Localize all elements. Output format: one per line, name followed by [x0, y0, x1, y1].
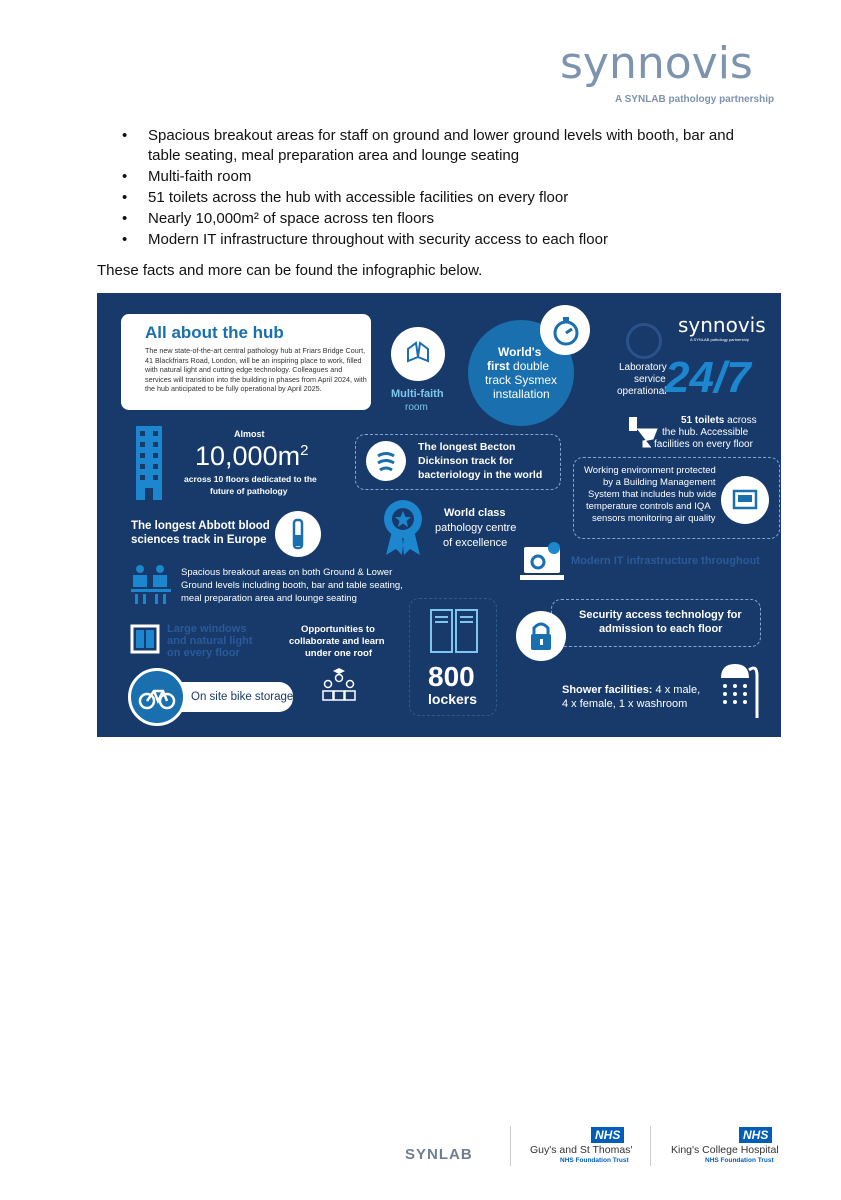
bms-line5: sensors monitoring air quality [592, 513, 716, 524]
security-line2: admission to each floor [599, 623, 723, 635]
lockers-label: lockers [428, 691, 478, 707]
sysmex-first: first [487, 359, 510, 373]
lab-label-3: operational [617, 386, 667, 397]
list-item: • 51 toilets across the hub with accessible facilities on every floor [120, 188, 760, 208]
security-line1: Security access technology for [579, 609, 742, 621]
laptop-gear-icon [520, 541, 566, 585]
infographic-logo-sub: A SYNLAB pathology partnership [690, 337, 749, 342]
bms-line3: System that includes hub wide [588, 489, 717, 500]
test-tube-icon [275, 511, 321, 557]
synnovis-tagline: A SYNLAB pathology partnership [615, 94, 775, 105]
shower-line2: 4 x female, 1 x washroom [562, 698, 688, 710]
windows-line2: and natural light [167, 635, 253, 647]
space-desc-1: across 10 floors dedicated to the [184, 474, 317, 484]
sysmex-line1: World's [498, 345, 542, 359]
sysmex-line2 [487, 359, 549, 373]
lab-label-1: Laboratory [619, 362, 667, 373]
multifaith-sub: room [405, 402, 428, 413]
worldclass-line3: of excellence [443, 537, 508, 549]
windows-line1: Large windows [167, 623, 247, 635]
hub-infographic [97, 293, 781, 737]
shower-male: 4 x male, [655, 684, 701, 696]
window-icon [130, 624, 160, 654]
clock-icon [626, 323, 662, 359]
abbott-line1: The longest Abbott blood [131, 520, 270, 532]
shower-label: Shower facilities: [562, 684, 653, 696]
toilet-icon [629, 415, 657, 447]
space-desc-2: future of pathology [210, 486, 288, 496]
about-body: The new state-of-the-art central pathology hub at Friars Bridge Court, 41 Blackfriars Road, London, will be an inspiring place to work, filled with natural light and cutting edge technology. Colleagues and services will transition into the building in phases from April 2024, with the hub anticipated to be fully operational by April 2025. [145, 346, 367, 394]
it-infra-label: Modern IT infrastructure throughout [571, 555, 760, 567]
stopwatch-icon [540, 305, 590, 355]
becton-line3: bacteriology in the world [418, 469, 543, 481]
footer-divider [650, 1126, 651, 1166]
synnovis-logo: synnovis [560, 38, 753, 89]
lockers-count: 800 [428, 661, 475, 692]
bms-line4: temperature controls and IQA [586, 501, 711, 512]
breakout-seating-icon [131, 564, 173, 604]
praying-hands-icon [391, 327, 445, 381]
shower-icon [717, 660, 761, 718]
multifaith-label: Multi-faith [391, 388, 444, 400]
footer-divider [510, 1126, 511, 1166]
kings-trust-name: King's College Hospital [671, 1144, 779, 1156]
sysmex-double: double [513, 359, 550, 373]
graduates-icon [321, 667, 357, 701]
nhs-logo: NHS [591, 1127, 624, 1143]
breakout-line2: Ground levels including booth, bar and table seating, [181, 580, 403, 591]
about-card [121, 314, 371, 410]
lab-24-7: 24/7 [665, 353, 751, 402]
worldclass-line2: pathology centre [435, 522, 517, 534]
toilets-line1 [681, 415, 757, 426]
feature-bullet-list [120, 126, 760, 251]
building-icon [134, 426, 164, 498]
bms-line2: by a Building Management [603, 477, 716, 488]
guys-trust-sub: NHS Foundation Trust [560, 1157, 629, 1164]
list-item: • Multi-faith room [120, 167, 760, 187]
bacteria-icon [366, 441, 406, 481]
space-superscript: 2 [300, 442, 309, 459]
locker-icon [430, 609, 478, 653]
space-value [195, 441, 308, 472]
abbott-line2: sciences track in Europe [131, 534, 267, 546]
becton-line1: The longest Becton [418, 441, 516, 453]
toilets-line2: the hub. Accessible [662, 427, 749, 438]
bicycle-icon [128, 668, 186, 726]
sysmex-line4: installation [493, 387, 550, 401]
infographic-logo: synnovis [678, 313, 766, 337]
list-item: • Nearly 10,000m² of space across ten floors [120, 209, 760, 229]
sysmex-line3: track Sysmex [485, 373, 558, 387]
padlock-icon [516, 611, 566, 661]
list-item: • Modern IT infrastructure throughout with security access to each floor [120, 230, 760, 250]
breakout-line3: meal preparation area and lounge seating [181, 593, 357, 604]
list-item: • Spacious breakout areas for staff on ground and lower ground levels with booth, bar and table seating, meal preparation area and lounge seating [120, 126, 760, 166]
lab-label-2: service [634, 374, 666, 385]
collab-line1: Opportunities to [301, 624, 375, 635]
intro-text: These facts and more can be found the infographic below. [97, 262, 483, 279]
bms-line1: Working environment protected [584, 465, 716, 476]
collab-line3: under one roof [305, 648, 373, 659]
space-number: 10,000m [195, 441, 301, 471]
windows-line3: on every floor [167, 647, 240, 659]
worldclass-line1: World class [444, 507, 506, 519]
toilets-line3: facilities on every floor [654, 439, 753, 450]
becton-line2: Dickinson track for [418, 455, 514, 467]
breakout-line1: Spacious breakout areas on both Ground & Lower [181, 567, 393, 578]
bike-label: On site bike storage [191, 691, 294, 703]
shower-line1 [562, 684, 700, 696]
toilets-count: 51 toilets [681, 415, 725, 426]
about-title: All about the hub [145, 323, 284, 342]
toilets-across: across [727, 415, 757, 426]
kings-trust-sub: NHS Foundation Trust [705, 1157, 774, 1164]
guys-trust-name: Guy's and St Thomas' [530, 1144, 633, 1156]
collab-line2: collaborate and learn [289, 636, 385, 647]
nhs-logo: NHS [739, 1127, 772, 1143]
synlab-logo: SYNLAB [405, 1146, 473, 1163]
thermostat-icon [721, 476, 769, 524]
space-almost: Almost [234, 429, 265, 439]
award-rosette-icon [380, 499, 426, 557]
